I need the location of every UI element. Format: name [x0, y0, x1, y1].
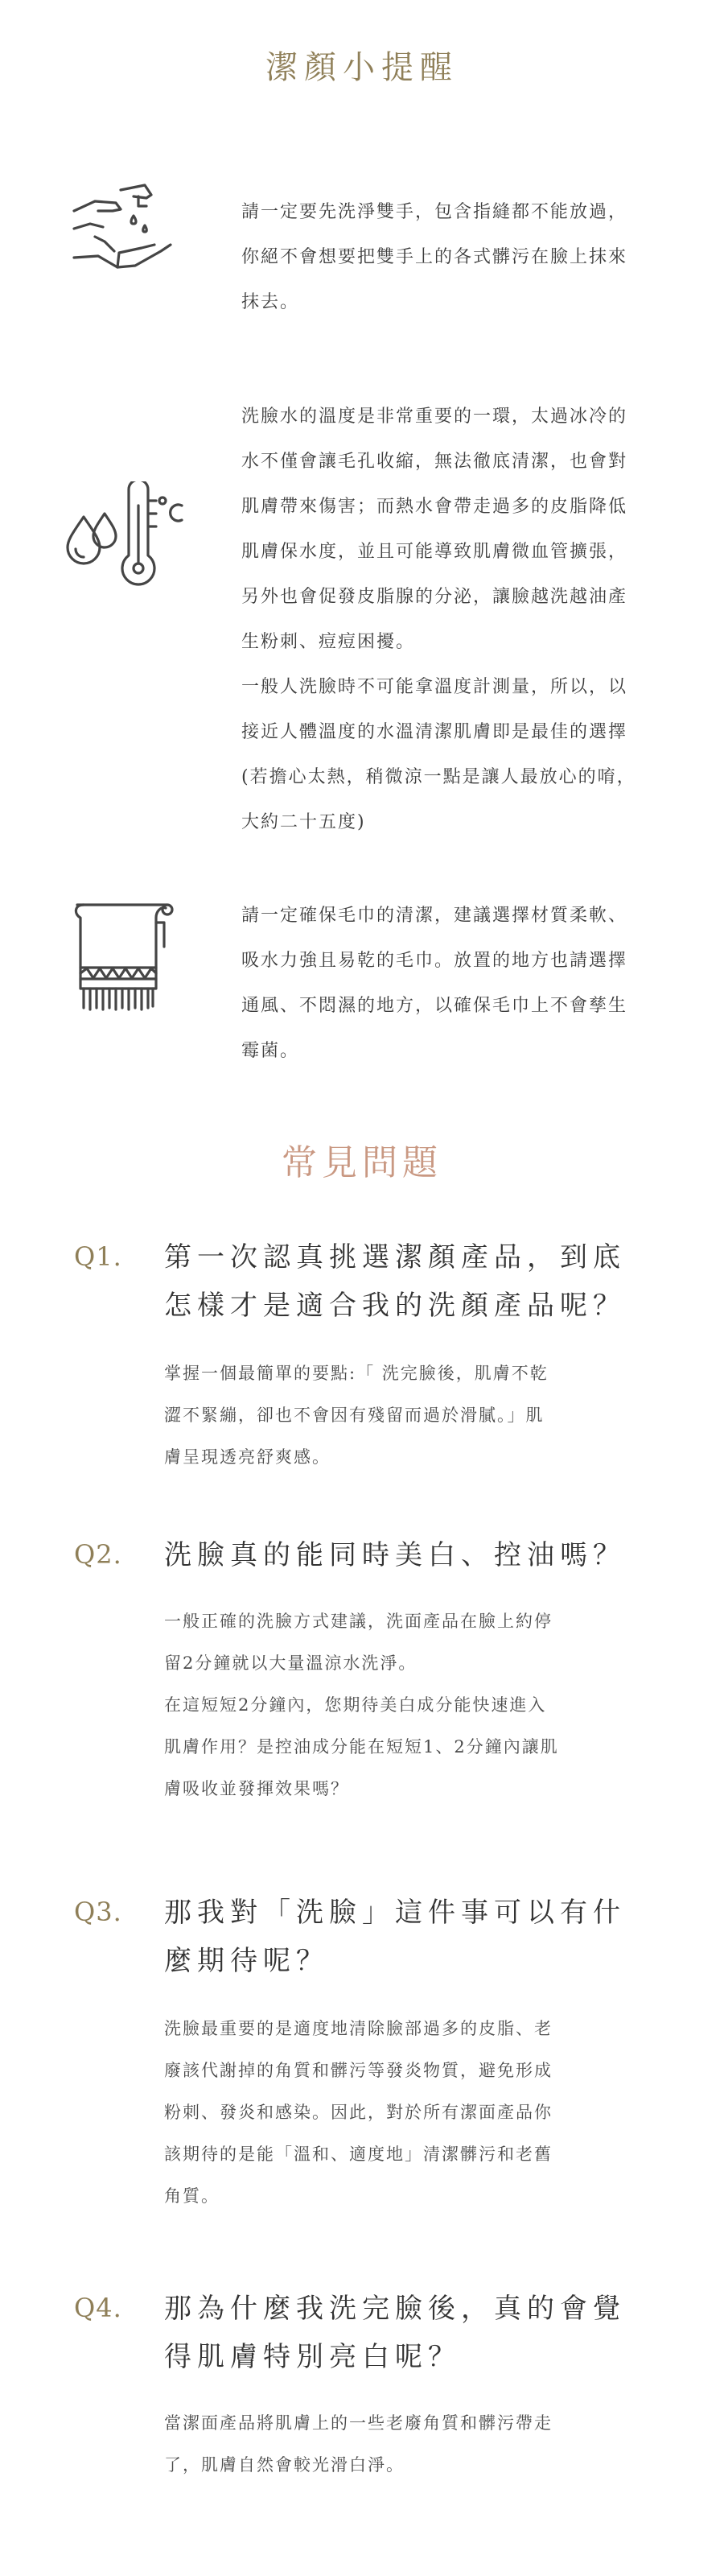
- tips-title: 潔顏小提醒: [265, 49, 459, 86]
- faq-q3-question: 那我對「洗臉」這件事可以有什 麼期待呢？: [164, 1897, 626, 1977]
- faq-q4-number: Q4.: [74, 2293, 122, 2323]
- faq-q2-number: Q2.: [74, 1539, 122, 1570]
- faq-q4-answer: 當潔面產品將肌膚上的一些老廢角質和髒污帶走 了，肌膚自然會較光滑白淨。: [164, 2413, 553, 2475]
- faq-q3-number: Q3.: [74, 1897, 122, 1927]
- faq-q2-answer: 一般正確的洗臉方式建議，洗面產品在臉上約停 留2分鐘就以大量溫涼水洗淨。 在這短短2分鐘內，您期待美白成分能快速進入 肌膚作用？是控油成分能在短短1、2分鐘內讓肌 膚吸收並發揮效果嗎？: [164, 1612, 559, 1798]
- tip-text-towel: 請一定確保毛巾的清潔，建議選擇材質柔軟、 吸水力強且易乾的毛巾。放置的地方也請選擇 通風、不悶濕的地方，以確保毛巾上不會孳生 霉菌。: [241, 906, 628, 1061]
- tip-text-temperature: 洗臉水的溫度是非常重要的一環，太過冰冷的 水不僅會讓毛孔收縮，無法徹底清潔，也會對 肌膚帶來傷害；而熱水會帶走過多的皮脂降低 肌膚保水度，並且可能導致肌膚微血管擴張， 另外也會促發皮脂腺的分泌，讓臉越洗越油產 生粉刺、痘痘困擾。 一般人洗臉時不可能拿溫度計測量，所以，以 接近人體溫度的水溫清潔肌膚即是最佳的選擇 (若擔心太熱，稍微涼一點是讓人最放心的唷， 大約二十五度): [241, 407, 636, 832]
- tip-text-hands: 請一定要先洗淨雙手，包含指縫都不能放過， 你絕不會想要把雙手上的各式髒污在臉上抹來 抹去。: [241, 202, 628, 312]
- faq-q2-question: 洗臉真的能同時美白、控油嗎？: [164, 1539, 626, 1571]
- faq-q4-question: 那為什麼我洗完臉後，真的會覺 得肌膚特別亮白呢？: [164, 2293, 626, 2373]
- faq-q3-answer: 洗臉最重要的是適度地清除臉部過多的皮脂、老 廢該代謝掉的角質和髒污等發炎物質，避免形成 粉刺、發炎和感染。因此，對於所有潔面產品你 該期待的是能「溫和、適度地」清潔髒污和老舊 角質。: [164, 2019, 553, 2206]
- faq-q1-number: Q1.: [74, 1241, 122, 1272]
- towel-rack-icon: [69, 898, 174, 1019]
- faq-q1-answer: 掌握一個最簡單的要點:「 洗完臉後，肌膚不乾 澀不緊繃，卻也不會因有殘留而過於滑膩。」肌 膚呈現透亮舒爽感。: [164, 1364, 549, 1467]
- faq-q1-question: 第一次認真挑選潔顏產品，到底 怎樣才是適合我的洗顏產品呢？: [164, 1241, 626, 1322]
- water-temperature-icon: [64, 481, 185, 594]
- faq-title: 常見問題: [282, 1142, 442, 1183]
- hands-washing-icon: [71, 179, 175, 283]
